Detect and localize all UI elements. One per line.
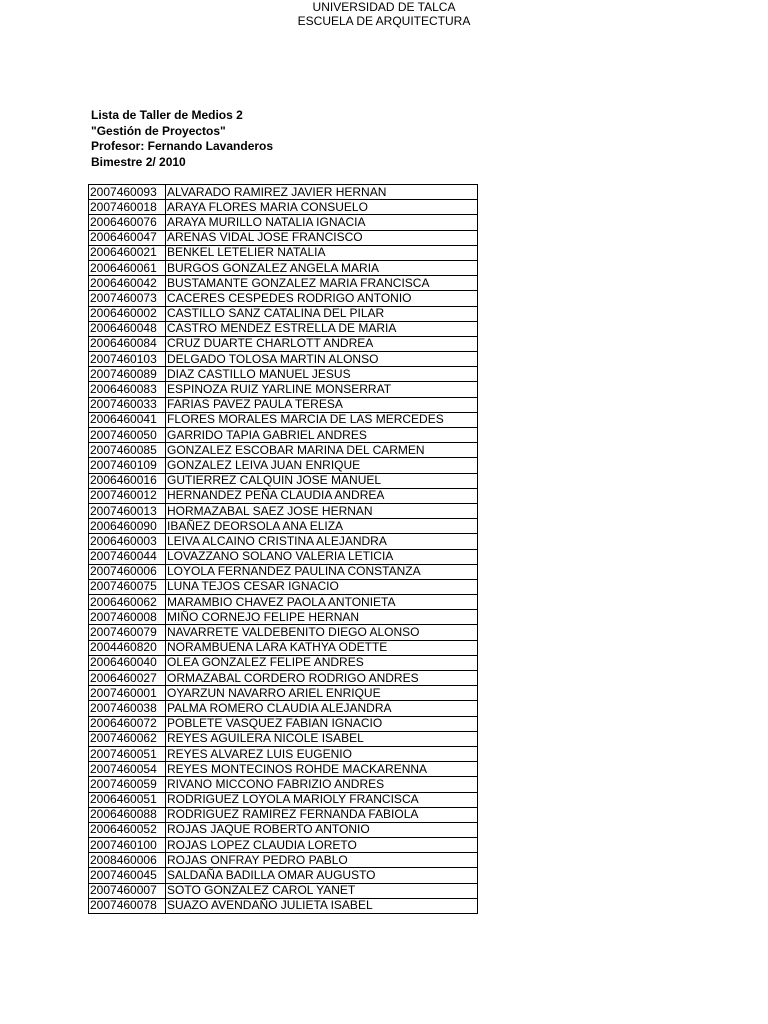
row-number-cell <box>88 686 89 701</box>
student-id: 2007460093 <box>89 185 166 200</box>
table-row <box>88 762 478 777</box>
table-row <box>88 640 478 655</box>
student-id: 2006460083 <box>89 382 166 397</box>
student-name: BENKEL LETELIER NATALIA <box>166 245 478 260</box>
student-id: 2007460079 <box>89 625 166 640</box>
student-id: 2007460012 <box>89 488 166 503</box>
table-row <box>88 534 478 549</box>
student-name: ORMAZABAL CORDERO RODRIGO ANDRES <box>166 671 478 686</box>
table-row <box>88 853 478 868</box>
table-row <box>88 473 478 488</box>
row-number-cell <box>88 397 89 412</box>
row-number-cell <box>88 230 89 245</box>
table-row <box>88 564 478 579</box>
table-row <box>88 215 478 230</box>
row-number-cell <box>88 185 89 200</box>
student-name: REYES AGUILERA NICOLE ISABEL <box>166 731 478 746</box>
student-name: MIÑO CORNEJO FELIPE HERNAN <box>166 610 478 625</box>
student-name: FARIAS PAVEZ PAULA TERESA <box>166 397 478 412</box>
table-row <box>88 838 478 853</box>
student-name: BURGOS GONZALEZ ANGELA MARIA <box>166 260 478 275</box>
row-number-cell <box>88 807 89 822</box>
student-name: MARAMBIO CHAVEZ PAOLA ANTONIETA <box>166 595 478 610</box>
row-number-cell <box>88 215 89 230</box>
student-name: RODRIGUEZ RAMIREZ FERNANDA FABIOLA <box>166 807 478 822</box>
table-row <box>88 276 478 291</box>
student-id: 2007460109 <box>89 458 166 473</box>
student-name: PALMA ROMERO CLAUDIA ALEJANDRA <box>166 701 478 716</box>
student-id: 2006460076 <box>89 215 166 230</box>
student-id: 2006460040 <box>89 655 166 670</box>
row-number-cell <box>88 200 89 215</box>
student-name: ARAYA MURILLO NATALIA IGNACIA <box>166 215 478 230</box>
student-id: 2006460003 <box>89 534 166 549</box>
row-number-cell <box>88 291 89 306</box>
student-name: RODRIGUEZ LOYOLA MARIOLY FRANCISCA <box>166 792 478 807</box>
table-row <box>88 382 478 397</box>
student-name: CRUZ DUARTE CHARLOTT ANDREA <box>166 336 478 351</box>
student-name: ARAYA FLORES MARIA CONSUELO <box>166 200 478 215</box>
professor-name: Profesor: Fernando Lavanderos <box>91 139 274 153</box>
table-row <box>88 610 478 625</box>
row-number-cell <box>88 412 89 427</box>
student-name: RIVANO MICCONO FABRIZIO ANDRES <box>166 777 478 792</box>
term: Bimestre 2/ 2010 <box>91 154 186 169</box>
table-row <box>88 185 478 200</box>
row-number-cell <box>88 822 89 837</box>
student-name: GONZALEZ LEIVA JUAN ENRIQUE <box>166 458 478 473</box>
row-number-cell <box>88 701 89 716</box>
student-name: LUNA TEJOS CESAR IGNACIO <box>166 579 478 594</box>
student-id: 2007460075 <box>89 579 166 594</box>
table-row <box>88 701 478 716</box>
student-name: ARENAS VIDAL JOSE FRANCISCO <box>166 230 478 245</box>
row-number-cell <box>88 716 89 731</box>
student-id: 2006460021 <box>89 245 166 260</box>
table-row <box>88 777 478 792</box>
row-number-cell <box>88 579 89 594</box>
student-name: LOVAZZANO SOLANO VALERIA LETICIA <box>166 549 478 564</box>
student-id: 2007460018 <box>89 200 166 215</box>
student-id: 2007460006 <box>89 564 166 579</box>
row-number-cell <box>88 625 89 640</box>
student-id: 2007460089 <box>89 367 166 382</box>
student-name: ESPINOZA RUIZ YARLINE MONSERRAT <box>166 382 478 397</box>
row-number-cell <box>88 276 89 291</box>
table-row <box>88 367 478 382</box>
row-number-cell <box>88 473 89 488</box>
table-row <box>88 336 478 351</box>
table-row <box>88 321 478 336</box>
table-row <box>88 306 478 321</box>
course-info <box>91 108 273 170</box>
row-number-cell <box>88 443 89 458</box>
student-id: 2007460100 <box>89 838 166 853</box>
student-id: 2006460048 <box>89 321 166 336</box>
row-number-cell <box>88 321 89 336</box>
row-number-cell <box>88 352 89 367</box>
student-name: BUSTAMANTE GONZALEZ MARIA FRANCISCA <box>166 276 478 291</box>
student-name: ROJAS ONFRAY PEDRO PABLO <box>166 853 478 868</box>
row-number-cell <box>88 731 89 746</box>
student-id: 2006460088 <box>89 807 166 822</box>
student-id: 2007460013 <box>89 503 166 518</box>
student-id: 2007460059 <box>89 777 166 792</box>
student-name: DIAZ CASTILLO MANUEL JESUS <box>166 367 478 382</box>
student-name: FLORES MORALES MARCIA DE LAS MERCEDES <box>166 412 478 427</box>
student-name: SALDAÑA BADILLA OMAR AUGUSTO <box>166 868 478 883</box>
student-id: 2006460002 <box>89 306 166 321</box>
table-row <box>88 898 478 913</box>
row-number-cell <box>88 655 89 670</box>
student-id: 2006460027 <box>89 671 166 686</box>
table-row <box>88 412 478 427</box>
row-number-cell <box>88 458 89 473</box>
student-name: OLEA GONZALEZ FELIPE ANDRES <box>166 655 478 670</box>
table-row <box>88 230 478 245</box>
student-id: 2007460001 <box>89 686 166 701</box>
table-row <box>88 579 478 594</box>
student-name: HERNANDEZ PEÑA CLAUDIA ANDREA <box>166 488 478 503</box>
table-row <box>88 519 478 534</box>
table-row <box>88 397 478 412</box>
table-row <box>88 671 478 686</box>
row-number-cell <box>88 746 89 761</box>
student-name: NAVARRETE VALDEBENITO DIEGO ALONSO <box>166 625 478 640</box>
student-name: HORMAZABAL SAEZ JOSE HERNAN <box>166 503 478 518</box>
student-name: DELGADO TOLOSA MARTIN ALONSO <box>166 352 478 367</box>
list-title: Lista de Taller de Medios 2 <box>91 108 243 122</box>
table-row <box>88 595 478 610</box>
student-id: 2006460062 <box>89 595 166 610</box>
student-id: 2007460054 <box>89 762 166 777</box>
student-name: ROJAS JAQUE ROBERTO ANTONIO <box>166 822 478 837</box>
table-row <box>88 822 478 837</box>
student-id: 2006460072 <box>89 716 166 731</box>
student-name: SOTO GONZALEZ CAROL YANET <box>166 883 478 898</box>
row-number-cell <box>88 564 89 579</box>
row-number-cell <box>88 336 89 351</box>
table-row <box>88 686 478 701</box>
student-id: 2007460051 <box>89 746 166 761</box>
student-id: 2006460016 <box>89 473 166 488</box>
student-id: 2006460041 <box>89 412 166 427</box>
student-id: 2007460050 <box>89 428 166 443</box>
table-row <box>88 291 478 306</box>
table-row <box>88 746 478 761</box>
table-row <box>88 792 478 807</box>
student-name: NORAMBUENA LARA KATHYA ODETTE <box>166 640 478 655</box>
table-row <box>88 807 478 822</box>
row-number-cell <box>88 853 89 868</box>
table-row <box>88 245 478 260</box>
row-number-cell <box>88 519 89 534</box>
table-row <box>88 503 478 518</box>
school-name: ESCUELA DE ARQUITECTURA <box>297 14 471 28</box>
student-id: 2007460062 <box>89 731 166 746</box>
student-roster-table <box>88 184 478 914</box>
table-row <box>88 458 478 473</box>
student-name: REYES MONTECINOS ROHDE MACKARENNA <box>166 762 478 777</box>
table-row <box>88 625 478 640</box>
row-number-cell <box>88 762 89 777</box>
row-number-cell <box>88 245 89 260</box>
student-id: 2006460042 <box>89 276 166 291</box>
student-id: 2007460085 <box>89 443 166 458</box>
student-id: 2006460047 <box>89 230 166 245</box>
student-id: 2007460008 <box>89 610 166 625</box>
row-number-cell <box>88 382 89 397</box>
student-id: 2004460820 <box>89 640 166 655</box>
table-row <box>88 549 478 564</box>
table-row <box>88 352 478 367</box>
student-id: 2006460084 <box>89 336 166 351</box>
student-name: CASTRO MENDEZ ESTRELLA DE MARIA <box>166 321 478 336</box>
row-number-cell <box>88 671 89 686</box>
student-id: 2006460061 <box>89 260 166 275</box>
row-number-cell <box>88 610 89 625</box>
student-id: 2006460090 <box>89 519 166 534</box>
table-row <box>88 443 478 458</box>
student-name: CACERES CESPEDES RODRIGO ANTONIO <box>166 291 478 306</box>
student-name: IBAÑEZ DEORSOLA ANA ELIZA <box>166 519 478 534</box>
table-row <box>88 883 478 898</box>
row-number-cell <box>88 640 89 655</box>
student-name: GONZALEZ ESCOBAR MARINA DEL CARMEN <box>166 443 478 458</box>
row-number-cell <box>88 488 89 503</box>
student-id: 2007460033 <box>89 397 166 412</box>
row-number-cell <box>88 898 89 913</box>
student-id: 2007460078 <box>89 898 166 913</box>
university-name: UNIVERSIDAD DE TALCA <box>312 0 456 14</box>
student-name: CASTILLO SANZ CATALINA DEL PILAR <box>166 306 478 321</box>
course-name: "Gestión de Proyectos" <box>91 123 226 138</box>
student-id: 2007460045 <box>89 868 166 883</box>
student-name: POBLETE VASQUEZ FABIAN IGNACIO <box>166 716 478 731</box>
student-name: ALVARADO RAMIREZ JAVIER HERNAN <box>166 185 478 200</box>
student-id: 2007460103 <box>89 352 166 367</box>
row-number-cell <box>88 306 89 321</box>
row-number-cell <box>88 777 89 792</box>
student-name: GUTIERREZ CALQUIN JOSE MANUEL <box>166 473 478 488</box>
row-number-cell <box>88 883 89 898</box>
row-number-cell <box>88 868 89 883</box>
student-id: 2006460051 <box>89 792 166 807</box>
student-name: REYES ALVAREZ LUIS EUGENIO <box>166 746 478 761</box>
row-number-cell <box>88 534 89 549</box>
student-name: LOYOLA FERNANDEZ PAULINA CONSTANZA <box>166 564 478 579</box>
row-number-cell <box>88 428 89 443</box>
row-number-cell <box>88 503 89 518</box>
student-id: 2007460038 <box>89 701 166 716</box>
table-row <box>88 488 478 503</box>
table-row <box>88 428 478 443</box>
row-number-cell <box>88 367 89 382</box>
table-row <box>88 716 478 731</box>
row-number-cell <box>88 549 89 564</box>
row-number-cell <box>88 792 89 807</box>
table-row <box>88 260 478 275</box>
student-name: OYARZUN NAVARRO ARIEL ENRIQUE <box>166 686 478 701</box>
table-row <box>88 655 478 670</box>
row-number-cell <box>88 595 89 610</box>
table-row <box>88 200 478 215</box>
student-id: 2007460044 <box>89 549 166 564</box>
student-name: ROJAS LOPEZ CLAUDIA LORETO <box>166 838 478 853</box>
table-row <box>88 731 478 746</box>
row-number-cell <box>88 260 89 275</box>
student-name: GARRIDO TAPIA GABRIEL ANDRES <box>166 428 478 443</box>
table-row <box>88 868 478 883</box>
student-id: 2008460006 <box>89 853 166 868</box>
student-id: 2007460007 <box>89 883 166 898</box>
student-id: 2007460073 <box>89 291 166 306</box>
student-name: LEIVA ALCAINO CRISTINA ALEJANDRA <box>166 534 478 549</box>
row-number-cell <box>88 838 89 853</box>
student-name: SUAZO AVENDAÑO JULIETA ISABEL <box>166 898 478 913</box>
student-id: 2006460052 <box>89 822 166 837</box>
